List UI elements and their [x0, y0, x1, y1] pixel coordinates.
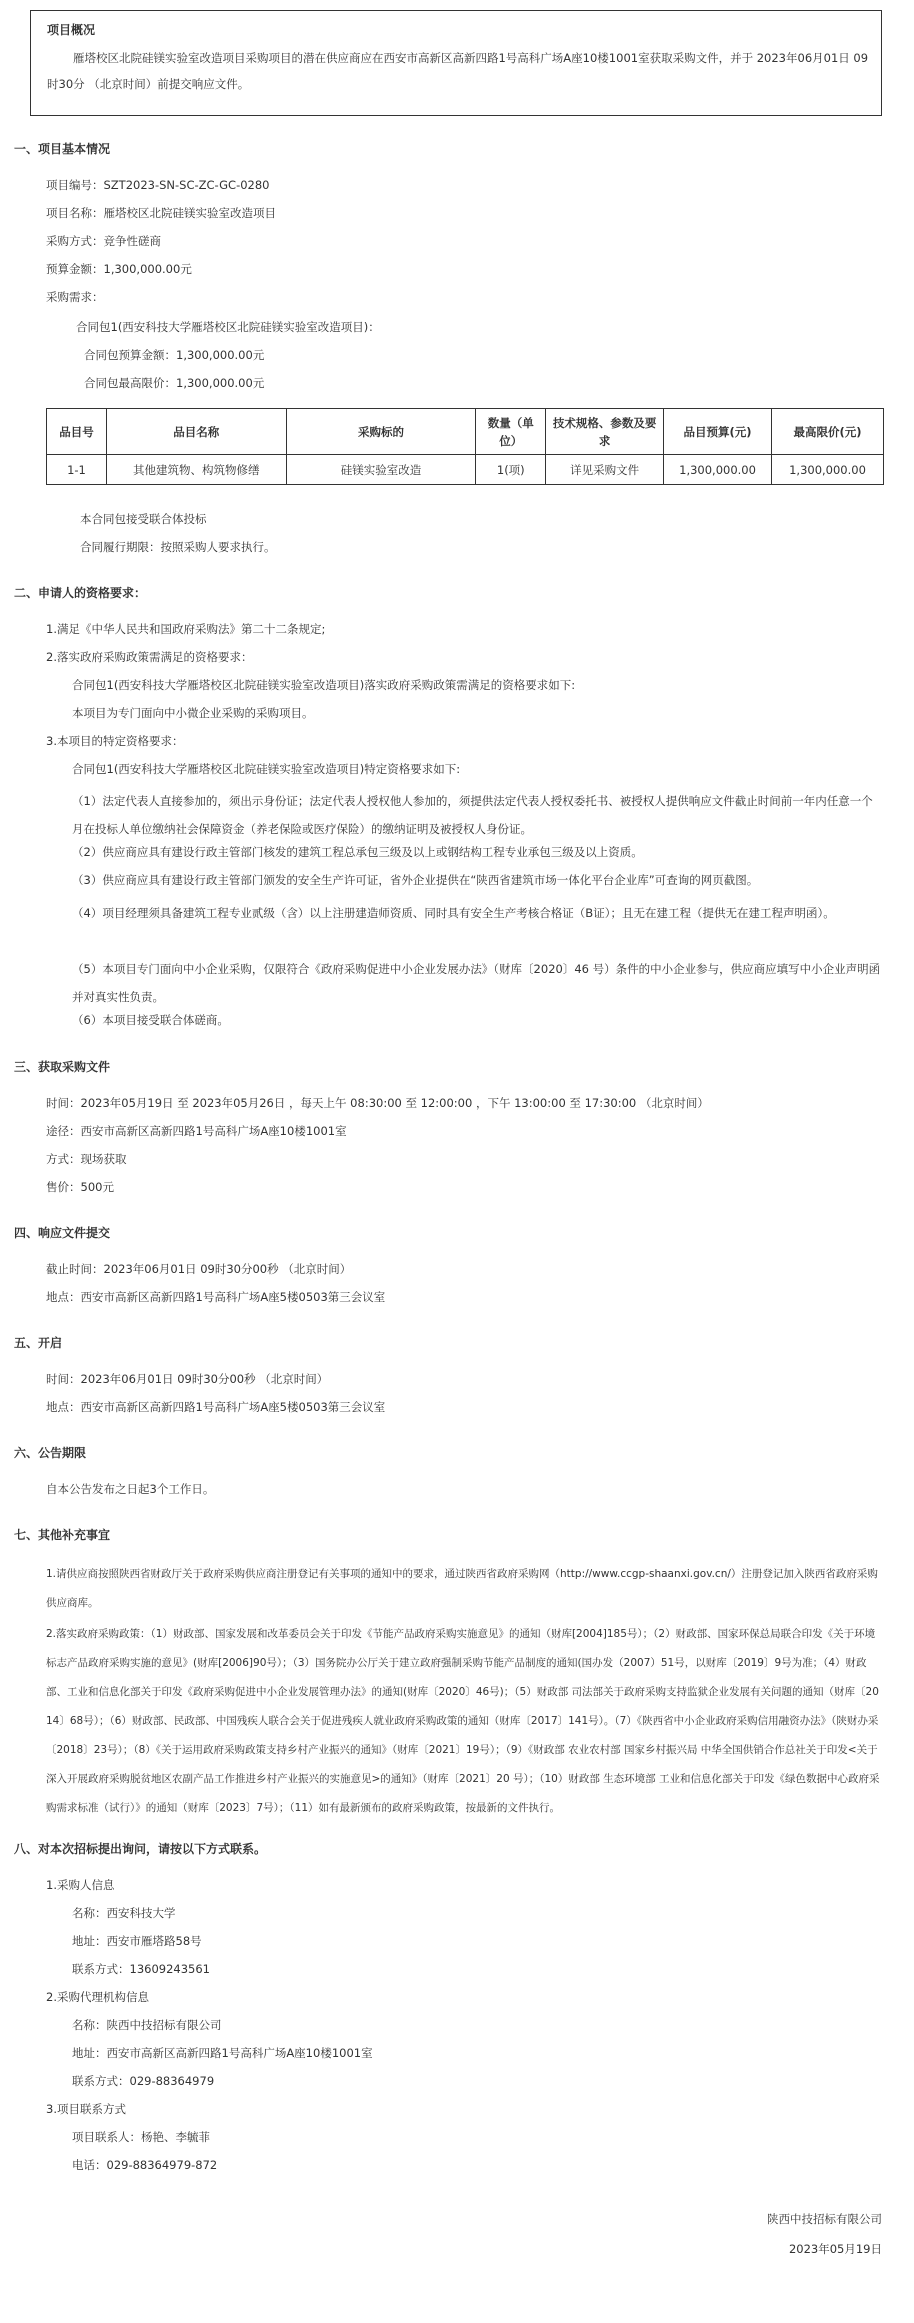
overview-title: 项目概况 — [47, 23, 96, 37]
obtain-place: 途径：西安市高新区高新四路1号高科广场A座10楼1001室 — [46, 1124, 347, 1138]
cell-item-number: 1-1 — [47, 455, 107, 485]
section-8-heading: 八、对本次招标提出询问，请按以下方式联系。 — [14, 1842, 267, 1856]
requirement-4: （4）项目经理须具备建筑工程专业贰级（含）以上注册建造师资质、同时具有安全生产考核合格证（B证）；且无在建工程（提供无在建工程声明函）。 — [72, 906, 835, 920]
buyer-title: 1.采购人信息 — [46, 1878, 115, 1892]
col-max-price: 最高限价(元) — [772, 409, 884, 455]
section-2-heading: 二、申请人的资格要求： — [14, 586, 147, 600]
contract-period: 合同履行期限：按照采购人要求执行。 — [80, 540, 276, 554]
agency-name: 名称：陕西中技招标有限公司 — [72, 2018, 222, 2032]
overview-text: 雁塔校区北院硅镁实验室改造项目采购项目的潜在供应商应在西安市高新区高新四路1号高科广场A座10楼1001室获取采购文件，并于 2023年06月01日 09时30分 （北京时间）前提交响应文件。 — [47, 51, 869, 91]
qualification-2: 2.落实政府采购政策需满足的资格要求： — [46, 650, 253, 664]
obtain-method: 方式：现场获取 — [46, 1152, 127, 1166]
section-4-heading: 四、响应文件提交 — [14, 1226, 111, 1240]
table-row — [47, 455, 884, 485]
opening-place: 地点：西安市高新区高新四路1号高科广场A座5楼0503第三会议室 — [46, 1400, 386, 1414]
buyer-phone: 联系方式：13609243561 — [72, 1962, 210, 1976]
cell-item-name: 其他建筑物、构筑物修缮 — [106, 455, 286, 485]
col-item-name: 品目名称 — [106, 409, 286, 455]
announcement-period: 自本公告发布之日起3个工作日。 — [46, 1482, 215, 1496]
section-6-heading: 六、公告期限 — [14, 1446, 87, 1460]
package-budget: 合同包预算金额：1,300,000.00元 — [84, 348, 265, 362]
section-1-heading: 一、项目基本情况 — [14, 142, 111, 156]
agency-title: 2.采购代理机构信息 — [46, 1990, 149, 2004]
footer-date: 2023年05月19日 — [788, 2242, 882, 2256]
cell-quantity: 1(项) — [476, 455, 546, 485]
cell-spec: 详见采购文件 — [546, 455, 664, 485]
cell-subject: 硅镁实验室改造 — [286, 455, 476, 485]
obtain-time: 时间：2023年05月19日 至 2023年05月26日 ，每天上午 08:30:00 至 12:00:00 ，下午 13:00:00 至 17:30:00 （北京时间） — [46, 1096, 709, 1110]
requirement-6: （6）本项目接受联合体磋商。 — [72, 1013, 229, 1027]
section-7-heading: 七、其他补充事宜 — [14, 1528, 111, 1542]
items-table — [46, 408, 884, 485]
qualification-2-desc: 本项目为专门面向中小微企业采购的采购项目。 — [72, 706, 314, 720]
table-header-row — [47, 409, 884, 455]
footer-company: 陕西中技招标有限公司 — [767, 2212, 882, 2226]
col-quantity: 数量（单位） — [476, 409, 546, 455]
budget-amount: 预算金额：1,300,000.00元 — [46, 262, 192, 276]
qualification-3-package: 合同包1(西安科技大学雁塔校区北院硅镁实验室改造项目)特定资格要求如下: — [72, 762, 461, 776]
contract-package: 合同包1(西安科技大学雁塔校区北院硅镁实验室改造项目)： — [76, 320, 380, 334]
qualification-1: 1.满足《中华人民共和国政府采购法》第二十二条规定; — [46, 622, 326, 636]
consortium-note: 本合同包接受联合体投标 — [80, 512, 207, 526]
cell-max-price: 1,300,000.00 — [772, 455, 884, 485]
procurement-requirement: 采购需求： — [46, 290, 104, 304]
qualification-3: 3.本项目的特定资格要求： — [46, 734, 184, 748]
section-5-heading: 五、开启 — [14, 1336, 63, 1350]
section-3-heading: 三、获取采购文件 — [14, 1060, 111, 1074]
buyer-address: 地址：西安市雁塔路58号 — [72, 1934, 202, 1948]
contact-phone: 电话：029-88364979-872 — [72, 2158, 218, 2172]
submission-place: 地点：西安市高新区高新四路1号高科广场A座5楼0503第三会议室 — [46, 1290, 386, 1304]
col-budget: 品目预算(元) — [664, 409, 772, 455]
requirement-2: （2）供应商应具有建设行政主管部门核发的建筑工程总承包三级及以上或钢结构工程专业承包三级及以上资质。 — [72, 845, 643, 859]
requirement-3: （3）供应商应具有建设行政主管部门颁发的安全生产许可证，省外企业提供在“陕西省建筑市场一体化平台企业库”可查询的网页截图。 — [72, 873, 759, 887]
project-name: 项目名称：雁塔校区北院硅镁实验室改造项目 — [46, 206, 276, 220]
qualification-2-package: 合同包1(西安科技大学雁塔校区北院硅镁实验室改造项目)落实政府采购政策需满足的资格要求如下: — [72, 678, 576, 692]
cell-budget: 1,300,000.00 — [664, 455, 772, 485]
col-item-number: 品目号 — [47, 409, 107, 455]
requirement-1: （1）法定代表人直接参加的，须出示身份证；法定代表人授权他人参加的，须提供法定代表人授权委托书、被授权人提供响应文件截止时间前一年内任意一个月在投标人单位缴纳社会保障资金（养老保险或医疗保险）的缴纳证明及被授权人身份证。 — [72, 794, 873, 836]
supplement-1: 1.请供应商按照陕西省财政厅关于政府采购供应商注册登记有关事项的通知中的要求，通过陕西省政府采购网（http://www.ccgp-shaanxi.gov.cn/）注册登记加入陕西省政府采购供应商库。 — [46, 1568, 878, 1609]
contact-people: 项目联系人：杨艳、李毓菲 — [72, 2130, 210, 2144]
supplement-2: 2.落实政府采购政策：（1）财政部、国家发展和改革委员会关于印发《节能产品政府采购实施意见》的通知（财库[2004]185号）；（2）财政部、国家环保总局联合印发《关于环境标志产品政府采购实施的意见》(财库[2006]90号）；（3）国务院办公厅关于建立政府强制采购节能产品制度的通知(国办发（2007）51号，以财库〔2019〕9号为准；（4）财政部、工业和信息化部关于印发《政府采购促进中小企业发展管理办法》的通知(财库〔2020〕46号)；（5）财政部 司法部关于政府采购支持监狱企业发展有关问题的通知（财库〔2014〕68号）；（6）财政部、民政部、中国残疾人联合会关于促进残疾人就业政府采购政策的通知（财库〔2017〕141号）。（7）《陕西省中小企业政府采购信用融资办法》（陕财办采〔2018〕23号）；（8）《关于运用政府采购政策支持乡村产业振兴的通知》（财库〔2021〕19号）；（9）《财政部 农业农村部 国家乡村振兴局 中华全国供销合作总社关于印发<关于深入开展政府采购脱贫地区农副产品工作推进乡村产业振兴的实施意见>的通知》（财库〔2021〕20 号）；（10）财政部 生态环境部 工业和信息化部关于印发《绿色数据中心政府采购需求标准（试行）》的通知（财库〔2023〕7号）；（11）如有最新颁布的政府采购政策，按最新的文件执行。 — [46, 1628, 880, 1814]
opening-time: 时间：2023年06月01日 09时30分00秒 （北京时间） — [46, 1372, 329, 1386]
agency-address: 地址：西安市高新区高新四路1号高科广场A座10楼1001室 — [72, 2046, 373, 2060]
procurement-method: 采购方式：竞争性磋商 — [46, 234, 161, 248]
project-number: 项目编号：SZT2023-SN-SC-ZC-GC-0280 — [46, 178, 270, 192]
submission-deadline: 截止时间：2023年06月01日 09时30分00秒 （北京时间） — [46, 1262, 352, 1276]
overview-box — [30, 10, 882, 116]
contact-title: 3.项目联系方式 — [46, 2102, 126, 2116]
buyer-name: 名称：西安科技大学 — [72, 1906, 176, 1920]
document-price: 售价：500元 — [46, 1180, 114, 1194]
requirement-5: （5）本项目专门面向中小企业采购，仅限符合《政府采购促进中小企业发展办法》（财库〔2020〕46 号）条件的中小企业参与，供应商应填写中小企业声明函并对真实性负责。 — [72, 962, 881, 1004]
agency-phone: 联系方式：029-88364979 — [72, 2074, 215, 2088]
package-max-price: 合同包最高限价：1,300,000.00元 — [84, 376, 265, 390]
col-subject: 采购标的 — [286, 409, 476, 455]
col-spec: 技术规格、参数及要求 — [546, 409, 664, 455]
